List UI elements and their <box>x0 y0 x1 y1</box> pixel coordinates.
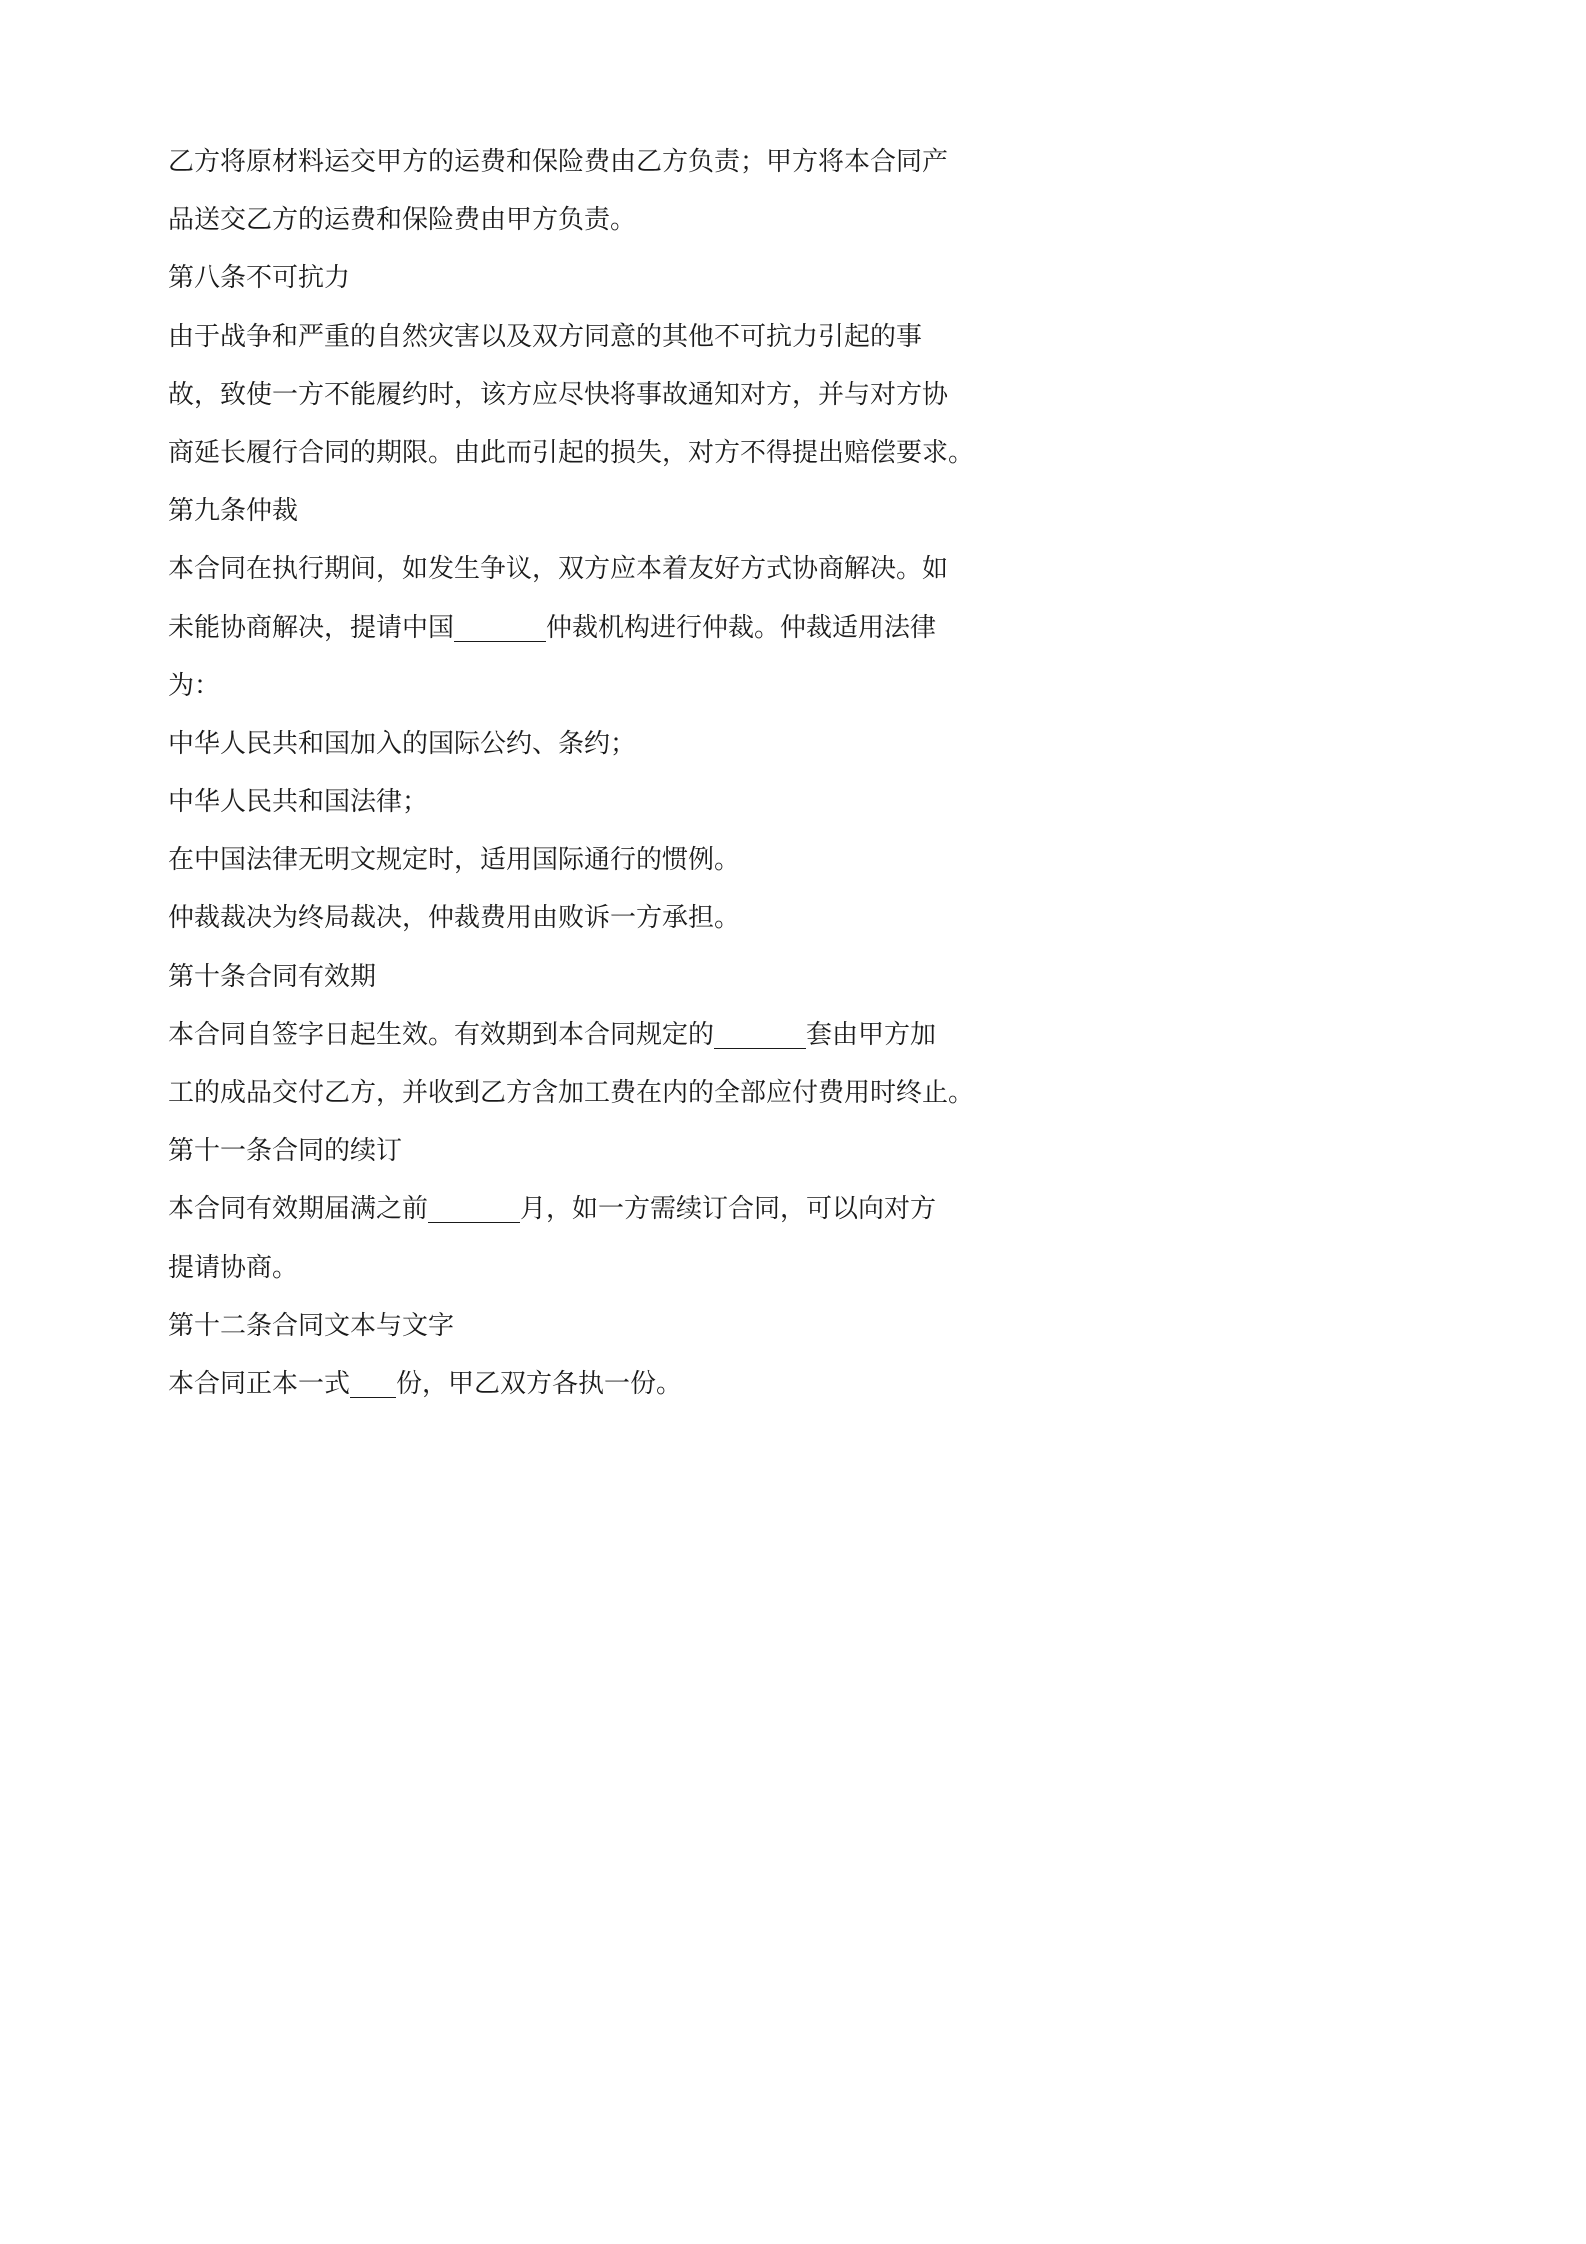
paragraph-line: 提请协商。 <box>168 1252 299 1283</box>
document-body <box>168 133 975 1413</box>
paragraph-line: 乙方将原材料运交甲方的运费和保险费由乙方负责；甲方将本合同产 <box>168 147 949 177</box>
fill-in-blank <box>454 611 546 642</box>
paragraph-line: 故，致使一方不能履约时，该方应尽快将事故通知对方，并与对方协 <box>168 379 949 410</box>
paragraph-line: 中华人民共和国法律； <box>168 787 429 818</box>
section-heading-article-11: 第十一条合同的续订 <box>168 1136 403 1167</box>
fill-in-blank <box>714 1018 806 1049</box>
fill-in-blank <box>428 1192 520 1223</box>
section-heading-article-9: 第九条仲裁 <box>168 496 299 527</box>
paragraph-line: 本合同在执行期间，如发生争议，双方应本着友好方式协商解决。如 <box>168 554 949 585</box>
paragraph-line <box>168 1006 954 1064</box>
text-segment: 本合同正本一式 <box>168 1368 351 1399</box>
text-segment: 份，甲乙双方各执一份。 <box>396 1368 683 1399</box>
text-segment: 未能协商解决，提请中国 <box>168 612 455 643</box>
section-heading-article-8: 第八条不可抗力 <box>168 263 351 294</box>
text-segment: 月，如一方需续订合同，可以向对方 <box>520 1194 937 1225</box>
text-segment: 本合同有效期届满之前 <box>168 1194 429 1225</box>
section-heading-article-10: 第十条合同有效期 <box>168 961 377 992</box>
paragraph-line: 仲裁裁决为终局裁决，仲裁费用由败诉一方承担。 <box>168 903 741 934</box>
paragraph-line: 工的成品交付乙方，并收到乙方含加工费在内的全部应付费用时终止。 <box>168 1078 975 1108</box>
document-page <box>0 0 1100 1556</box>
text-segment: 本合同自签字日起生效。有效期到本合同规定的 <box>168 1019 715 1050</box>
paragraph-line: 中华人民共和国加入的国际公约、条约； <box>168 728 637 759</box>
paragraph-line <box>168 599 954 657</box>
text-segment: 仲裁机构进行仲裁。仲裁适用法律 <box>546 612 937 643</box>
text-segment: 套由甲方加 <box>806 1019 937 1050</box>
paragraph-line: 在中国法律无明文规定时，适用国际通行的惯例。 <box>168 845 741 876</box>
section-heading-article-12: 第十二条合同文本与文字 <box>168 1310 455 1341</box>
paragraph-line: 为： <box>168 670 221 701</box>
paragraph-line: 商延长履行合同的期限。由此而引起的损失，对方不得提出赔偿要求。 <box>168 437 975 468</box>
paragraph-line <box>168 1355 954 1413</box>
paragraph-line <box>168 1180 954 1238</box>
paragraph-line: 由于战争和严重的自然灾害以及双方同意的其他不可抗力引起的事 <box>168 321 923 352</box>
fill-in-blank <box>350 1367 396 1398</box>
paragraph-line: 品送交乙方的运费和保险费由甲方负责。 <box>168 205 637 236</box>
